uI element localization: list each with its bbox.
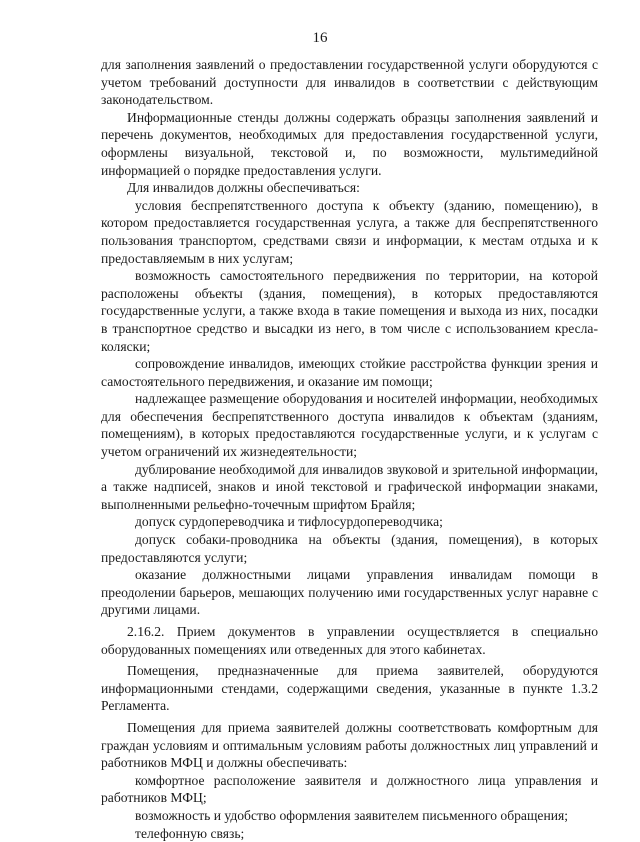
paragraph: Для инвалидов должны обеспечиваться: bbox=[127, 180, 360, 196]
paragraph: возможность самостоятельного передвижения по территории, на которой расположены объекты (здания, помещения), в которых предоставляются государственные услуги, а также входа в такие помещения и выхода из них, посадки в транспортное средство и высадки из него, в том числе с использованием кресла-коляски; bbox=[101, 268, 598, 354]
paragraph: Информационные стенды должны содержать образцы заполнения заявлений и перечень документов, необходимых для предоставления государственной услуги, оформлены визуальной, текстовой и, по возможности, мультимедийной информацией о порядке предоставления услуги. bbox=[101, 109, 598, 178]
paragraph: Помещения, предназначенные для приема заявителей, оборудуются информационными стендами, содержащими сведения, указанные в пункте 1.3.2 Регламента. bbox=[101, 663, 598, 714]
page-number: 16 bbox=[312, 30, 328, 46]
paragraph: оказание должностными лицами управления инвалидам помощи в преодолении барьеров, мешающих получению ими государственных услуг наравне с другими лицами. bbox=[101, 567, 598, 618]
document-body bbox=[101, 56, 598, 842]
paragraph: условия беспрепятственного доступа к объекту (зданию, помещению), в котором предоставляется государственная услуга, а также для беспрепятственного пользования транспортом, средствами связи и информации, к местам отдыха и к предоставляемым в них услугам; bbox=[101, 197, 598, 266]
paragraph: для заполнения заявлений о предоставлении государственной услуги оборудуются с учетом требований доступности для инвалидов в соответствии с действующим законодательством. bbox=[101, 57, 598, 108]
paragraph: надлежащее размещение оборудования и носителей информации, необходимых для обеспечения беспрепятственного доступа инвалидов к объектам (зданиям, помещениям), в которых предоставляются государственные услуги, и к услугам с учетом ограничений их жизнедеятельности; bbox=[101, 391, 598, 460]
paragraph: комфортное расположение заявителя и должностного лица управления и работников МФЦ; bbox=[101, 772, 598, 806]
paragraph: сопровождение инвалидов, имеющих стойкие расстройства функции зрения и самостоятельного передвижения, и оказание им помощи; bbox=[101, 356, 598, 389]
paragraph: допуск сурдопереводчика и тифлосурдопереводчика; bbox=[135, 514, 443, 530]
paragraph: возможность и удобство оформления заявителем письменного обращения; bbox=[135, 807, 569, 823]
paragraph: Помещения для приема заявителей должны соответствовать комфортным для граждан условиям и оптимальным условиям работы должностных лиц управлений и работников МФЦ и должны обеспечивать: bbox=[101, 719, 598, 771]
paragraph: дублирование необходимой для инвалидов звуковой и зрительной информации, а также надписей, знаков и иной текстовой и графической информации знаками, выполненными рельефно-точечным шрифтом Брайля; bbox=[101, 461, 598, 512]
paragraph: допуск собаки-проводника на объекты (здания, помещения), в которых предоставляются услуги; bbox=[101, 532, 598, 565]
paragraph: телефонную связь; bbox=[135, 825, 245, 841]
paragraph: 2.16.2. Прием документов в управлении осуществляется в специально оборудованных помещениях или отведенных для этого кабинетах. bbox=[101, 624, 598, 657]
